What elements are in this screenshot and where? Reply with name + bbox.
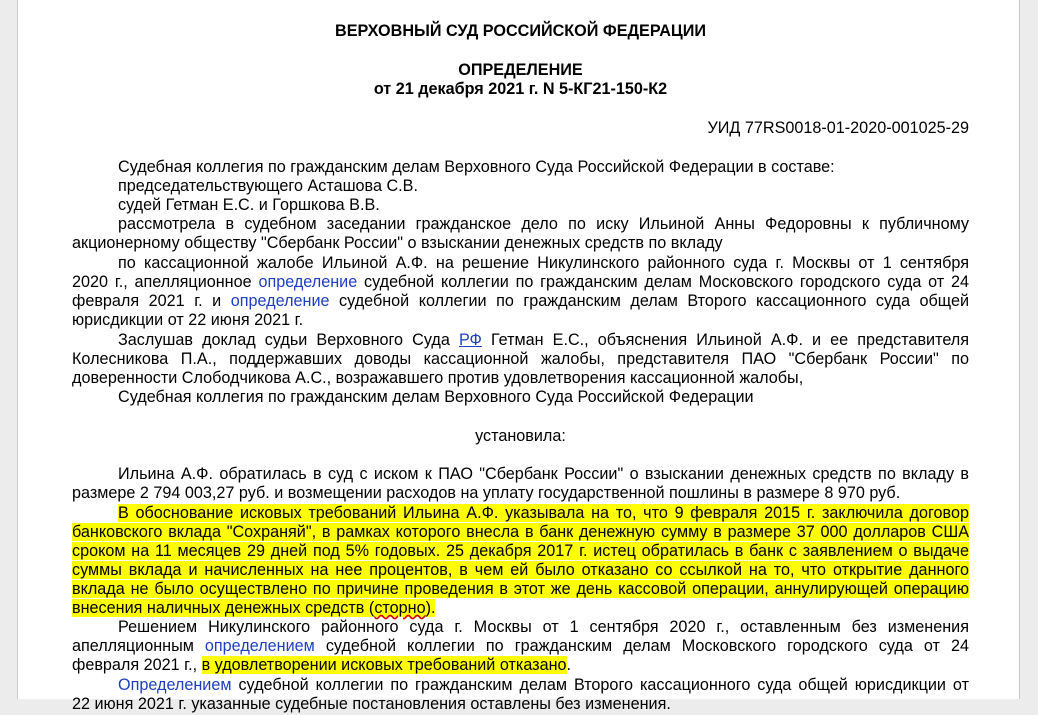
text-segment: судебной коллегии по гражданским делам Московского городского суда от 24: [357, 273, 970, 291]
text-segment: .: [566, 656, 572, 674]
hearing-line: доверенности Слободчикова А.С., возражавшего против удовлетворения кассационной жалобы,: [72, 369, 804, 387]
grounds-line: [118, 504, 969, 524]
established-heading: установила:: [475, 427, 566, 445]
intro-line: судей Гетман Е.С. и Горшкова В.В.: [118, 196, 380, 214]
highlighted-text: [72, 599, 435, 617]
next-line: [118, 676, 969, 696]
rf-abbreviation-link[interactable]: РФ: [458, 331, 482, 349]
cassation-ruling-link[interactable]: определение: [230, 292, 330, 310]
text-segment: февраля 2021 г. и: [72, 292, 231, 310]
highlighted-text: в удовлетворении исковых требований отказано: [201, 656, 567, 674]
cassation-line: [72, 292, 969, 312]
grounds-line: [72, 542, 969, 562]
cassation-line: юрисдикции от 22 июня 2021 г.: [72, 311, 304, 329]
intro-line: рассмотрела в судебном заседании гражданское дело по иску Ильиной Анны Федоровны к публичному: [118, 215, 969, 233]
text-segment: внесения наличных денежных средств (: [72, 599, 375, 617]
document-page: [17, 0, 1020, 713]
decision-line: Решением Никулинского районного суда г. Москвы от 1 сентября 2020 г., оставленным без изменения: [118, 618, 969, 636]
decision-line: [72, 656, 571, 676]
grounds-line: [72, 599, 435, 619]
text-segment: 2020 г., апелляционное: [72, 273, 259, 291]
appeal-ruling-link[interactable]: определение: [258, 273, 358, 291]
intro-line: председательствующего Асташова С.В.: [118, 177, 418, 195]
text-segment: февраля 2021 г.,: [72, 656, 202, 674]
text-segment: Гетман Е.С., объяснения Ильиной А.Ф. и ее представителя: [481, 331, 969, 349]
claim-line: Ильина А.Ф. обратилась в суд с иском к ПАО "Сбербанк России" о взыскании денежных средств по вкладу в: [118, 465, 969, 483]
highlighted-text: суммы вклада и начисленных на нее процентов, в чем ей было отказано со ссылкой на то, что открытие данного: [72, 561, 969, 579]
text-segment: апелляционным: [72, 637, 205, 655]
decision-line: [72, 637, 969, 657]
grounds-line: [72, 580, 969, 600]
highlighted-text: банковского вклада "Сохраняй", в рамках которого внесла в банк денежную сумму в размере 37 000 долларов США: [72, 523, 969, 541]
highlighted-text: сроком на 11 месяцев 29 дней под 5% годовых. 25 декабря 2017 г. истец обратилась в банк с заявлением о выдаче: [72, 542, 969, 560]
text-segment: ).: [425, 599, 436, 617]
spellcheck-word: сторно: [374, 599, 426, 617]
cassation-determination-link[interactable]: Определением: [118, 676, 232, 694]
hearing-line: [118, 331, 969, 351]
court-title: ВЕРХОВНЫЙ СУД РОССИЙСКОЙ ФЕДЕРАЦИИ: [335, 22, 706, 40]
hearing-line: Судебная коллегия по гражданским делам Верховного Суда Российской Федерации: [118, 388, 754, 406]
next-line: 22 июня 2021 г. указанные судебные постановления оставлены без изменения.: [72, 695, 671, 713]
text-segment: Заслушав доклад судьи Верховного Суда: [118, 331, 459, 349]
cassation-line: по кассационной жалобе Ильиной А.Ф. на решение Никулинского районного суда г. Москвы от 1 сентября: [118, 254, 969, 272]
grounds-line: [72, 523, 969, 543]
intro-line: Судебная коллегия по гражданским делам Верховного Суда Российской Федерации в составе:: [118, 158, 835, 176]
document-date-number: от 21 декабря 2021 г. N 5-КГ21-150-К2: [373, 80, 668, 98]
hearing-line: Колесникова П.А., поддержавших доводы кассационной жалобы, представителя ПАО "Сбербанк России" по: [72, 350, 969, 368]
document-type: ОПРЕДЕЛЕНИЕ: [458, 61, 583, 79]
text-segment: судебной коллегии по гражданским делам Второго кассационного суда общей юрисдикции от: [231, 676, 969, 694]
highlighted-text: вклада не было осуществлено по причине проведения в этот же день кассовой операции, аннулирующей операцию: [72, 580, 969, 598]
cassation-line: [72, 273, 969, 293]
text-segment: судебной коллегии по гражданским делам Второго кассационного суда общей: [329, 292, 969, 310]
claim-line: размере 2 794 003,27 руб. и возмещении расходов на уплату государственной пошлины в размере 8 970 руб.: [72, 484, 901, 502]
text-segment: судебной коллегии по гражданским делам Московского городского суда от 24: [314, 637, 969, 655]
highlighted-text: В обоснование исковых требований Ильина А.Ф. указывала на то, что 9 февраля 2015 г. заключила договор: [118, 504, 969, 522]
grounds-line: [72, 561, 969, 581]
intro-line: акционерному обществу "Сбербанк России" о взыскании денежных средств по вкладу: [72, 234, 723, 252]
case-uid: УИД 77RS0018-01-2020-001025-29: [707, 119, 969, 137]
appeal-determination-link[interactable]: определением: [204, 637, 315, 655]
